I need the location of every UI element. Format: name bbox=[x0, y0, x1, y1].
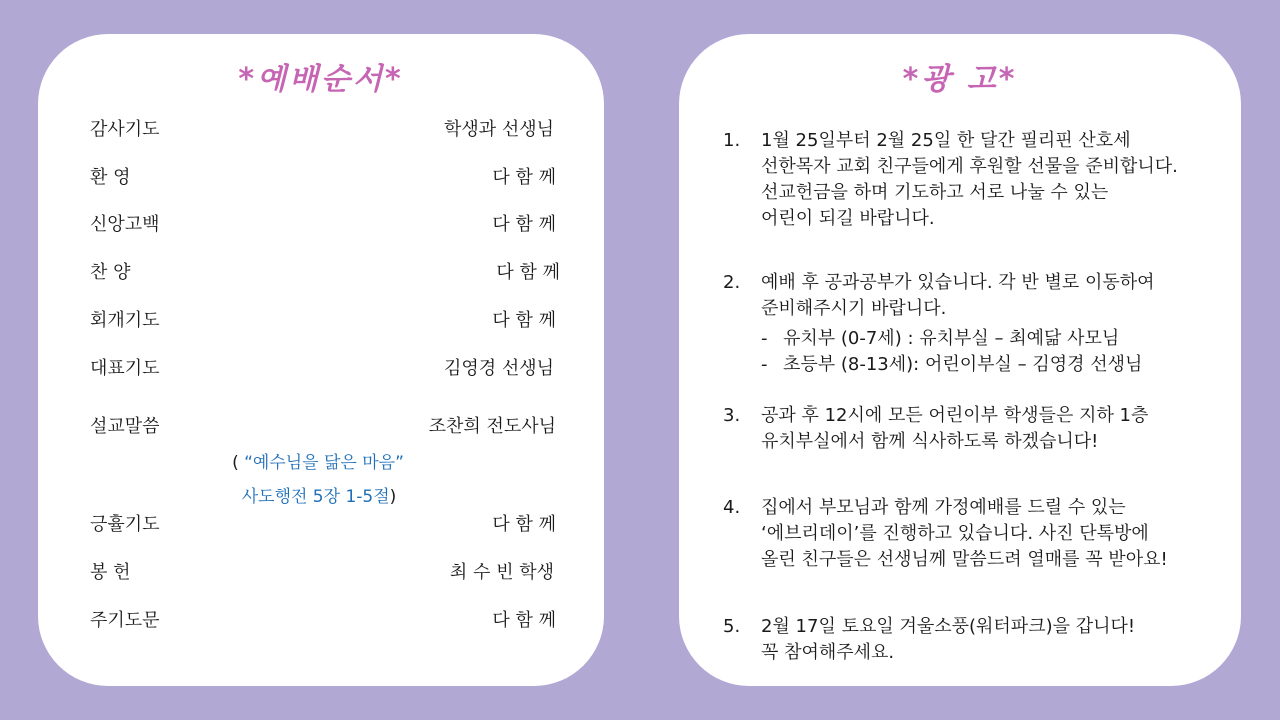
subitem-text: 유치부 (0-7세) : 유치부실 – 최예닮 사모님 bbox=[783, 328, 1120, 349]
announcement-item bbox=[723, 270, 1223, 378]
announcement-subitem bbox=[761, 352, 1223, 378]
sermon-scripture-line bbox=[34, 484, 604, 510]
announcement-line: 꼭 참여해주세요. bbox=[761, 642, 895, 663]
announcement-line: 선한목자 교회 친구들에게 후원할 선물을 준비합니다. bbox=[761, 156, 1178, 177]
worship-order-card bbox=[38, 34, 604, 686]
announcement-line: 2월 17일 토요일 겨울소풍(워터파크)을 갑니다! bbox=[761, 616, 1136, 637]
announcement-line: 1월 25일부터 2월 25일 한 달간 필리핀 산호세 bbox=[761, 130, 1131, 151]
order-row bbox=[90, 307, 556, 335]
announcement-number: 2. bbox=[723, 272, 741, 293]
order-label: 회개기도 bbox=[90, 310, 160, 331]
order-label: 감사기도 bbox=[90, 119, 160, 140]
order-value: 최 수 빈 학생 bbox=[449, 562, 554, 583]
announcement-line: ‘에브리데이’를 진행하고 있습니다. 사진 단톡방에 bbox=[761, 523, 1149, 544]
order-value: 다 함 께 bbox=[492, 167, 556, 188]
order-row bbox=[90, 355, 554, 383]
order-row bbox=[90, 413, 556, 441]
announcement-number: 5. bbox=[723, 616, 741, 637]
announcement-line: 예배 후 공과공부가 있습니다. 각 반 별로 이동하여 bbox=[761, 272, 1155, 293]
order-label: 봉 헌 bbox=[90, 562, 131, 583]
announcement-line: 올린 친구들은 선생님께 말씀드려 열매를 꼭 받아요! bbox=[761, 549, 1168, 570]
order-value: 다 함 께 bbox=[492, 610, 556, 631]
announcement-line: 공과 후 12시에 모든 어린이부 학생들은 지하 1층 bbox=[761, 405, 1149, 426]
sermon-scripture: 사도행전 5장 1-5절 bbox=[241, 487, 390, 507]
order-row bbox=[90, 164, 556, 192]
order-label: 신앙고백 bbox=[90, 214, 160, 235]
sermon-title-line bbox=[32, 450, 604, 476]
order-label: 환 영 bbox=[90, 167, 131, 188]
announcement-subitem bbox=[761, 326, 1223, 352]
order-value: 조찬희 전도사님 bbox=[428, 416, 556, 437]
order-row bbox=[90, 559, 554, 587]
order-value: 학생과 선생님 bbox=[443, 119, 554, 140]
order-label: 설교말씀 bbox=[90, 416, 160, 437]
sermon-title: “예수님을 닮은 마음” bbox=[244, 453, 404, 473]
order-row bbox=[90, 607, 556, 635]
order-row bbox=[90, 511, 556, 539]
announcement-line: 선교헌금을 하며 기도하고 서로 나눌 수 있는 bbox=[761, 182, 1109, 203]
order-value: 김영경 선생님 bbox=[443, 358, 554, 379]
order-value: 다 함 께 bbox=[496, 262, 560, 283]
order-label: 긍휼기도 bbox=[90, 514, 160, 535]
announcement-number: 4. bbox=[723, 497, 741, 518]
order-row bbox=[90, 211, 556, 239]
announcement-line: 유치부실에서 함께 식사하도록 하겠습니다! bbox=[761, 431, 1099, 452]
sermon-open-paren: ( bbox=[232, 453, 245, 473]
announcement-line: 집에서 부모님과 함께 가정예배를 드릴 수 있는 bbox=[761, 497, 1126, 518]
announcement-line: 어린이 되길 바랍니다. bbox=[761, 208, 935, 229]
order-value: 다 함 께 bbox=[492, 514, 556, 535]
announcement-line: 준비해주시기 바랍니다. bbox=[761, 298, 947, 319]
announcement-item bbox=[723, 128, 1223, 232]
dash-bullet: - bbox=[761, 328, 768, 349]
order-label: 대표기도 bbox=[90, 358, 160, 379]
order-label: 주기도문 bbox=[90, 610, 160, 631]
announcement-number: 3. bbox=[723, 405, 741, 426]
order-value: 다 함 께 bbox=[492, 310, 556, 331]
announcements-title: *광 고* bbox=[902, 62, 1018, 97]
announcement-item bbox=[723, 495, 1223, 573]
announcement-item bbox=[723, 614, 1223, 666]
announcement-item bbox=[723, 403, 1223, 455]
order-value: 다 함 께 bbox=[492, 214, 556, 235]
subitem-text: 초등부 (8-13세): 어린이부실 – 김영경 선생님 bbox=[783, 354, 1143, 375]
dash-bullet: - bbox=[761, 354, 768, 375]
order-row bbox=[90, 116, 554, 144]
order-row bbox=[90, 259, 560, 287]
sermon-close-paren: ) bbox=[389, 487, 397, 507]
order-label: 찬 양 bbox=[90, 262, 131, 283]
announcement-number: 1. bbox=[723, 130, 741, 151]
announcements-card bbox=[679, 34, 1241, 686]
worship-order-title: *예배순서* bbox=[238, 62, 404, 97]
